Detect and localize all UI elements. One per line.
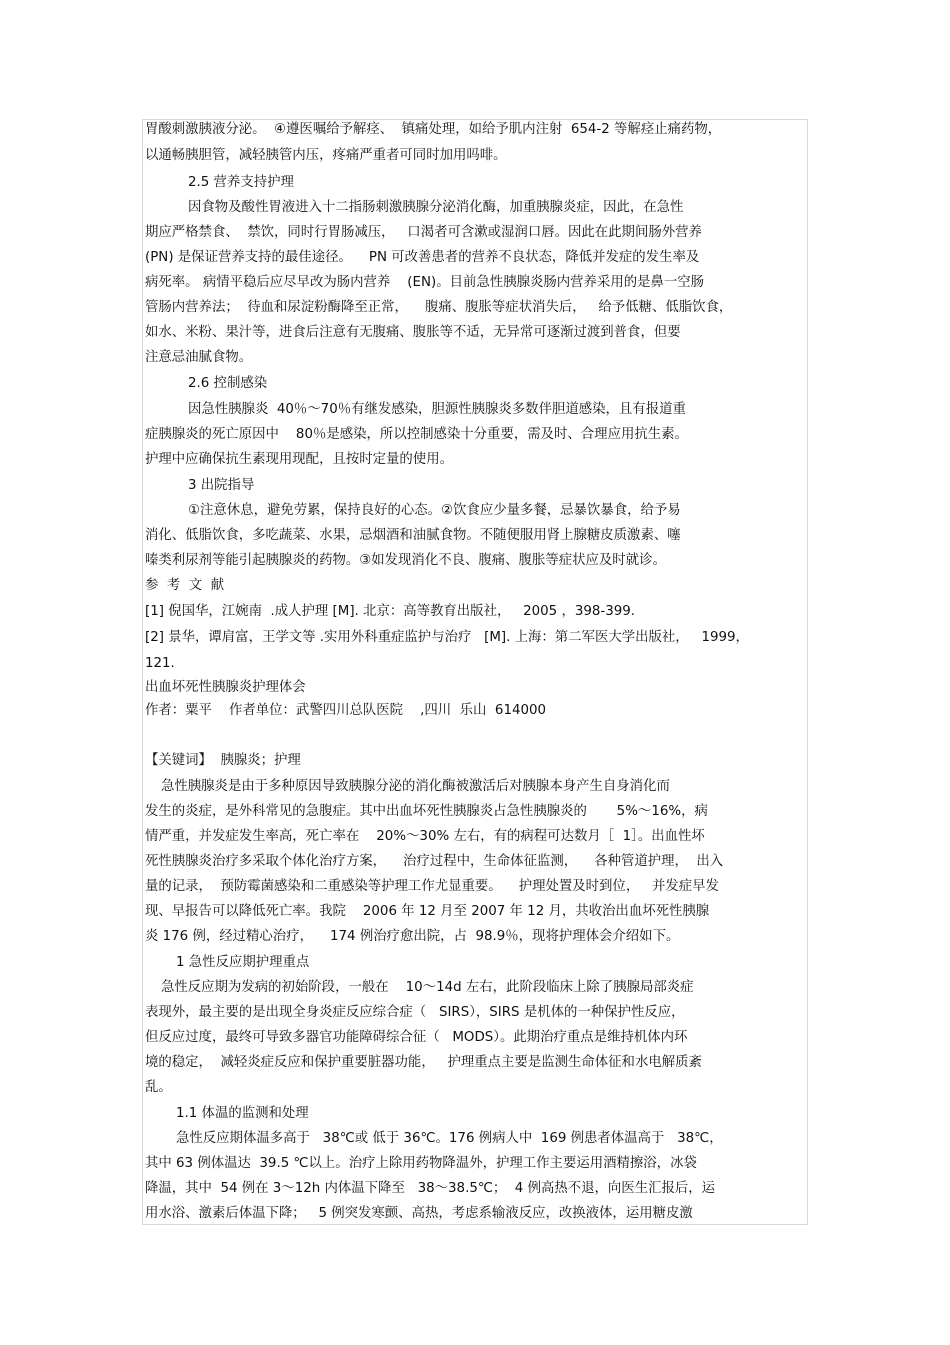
reference-item: 121. bbox=[145, 656, 175, 671]
text-line: 消化、低脂饮食，多吃蔬菜、水果，忌烟酒和油腻食物。不随便服用肾上腺糖皮质激素、噻 bbox=[145, 528, 681, 543]
text-line: 用水浴、激素后体温下降； 5 例突发寒颤、高热，考虑系输液反应，改换液体，运用糖皮激 bbox=[145, 1206, 693, 1221]
text-line: 如水、米粉、果汁等，进食后注意有无腹痛、腹胀等不适，无异常可逐渐过渡到普食，但要 bbox=[145, 325, 681, 340]
text-line: 发生的炎症，是外科常见的急腹症。其中出血坏死性胰腺炎占急性胰腺炎的 5%～16%，病 bbox=[145, 804, 708, 819]
text-line: 降温，其中 54 例在 3～12h 内体温下降至 38～38.5℃； 4 例高热不退，向医生汇报后，运 bbox=[145, 1181, 716, 1196]
text-line: 急性反应期体温多高于 38℃或 低于 36℃。176 例病人中 169 例患者体温高于 38℃， bbox=[176, 1131, 723, 1146]
article-title: 出血坏死性胰腺炎护理体会 bbox=[145, 680, 306, 695]
text-line: 以通畅胰胆管，减轻胰管内压，疼痛严重者可同时加用吗啡。 bbox=[145, 148, 507, 163]
text-line: (PN) 是保证营养支持的最佳途径。 PN 可改善患者的营养不良状态，降低并发症的发生率及 bbox=[145, 250, 700, 265]
text-line: 现、早报告可以降低死亡率。我院 2006 年 12 月至 2007 年 12 月，共收治出血坏死性胰腺 bbox=[145, 904, 710, 919]
reference-item: [1] 倪国华，江婉南 .成人护理 [M]. 北京：高等教育出版社， 2005 ，398-399. bbox=[145, 604, 636, 619]
text-line: 乱。 bbox=[145, 1080, 172, 1095]
text-line: 因急性胰腺炎 40％～70％有继发感染，胆源性胰腺炎多数伴胆道感染，且有报道重 bbox=[188, 402, 686, 417]
section-heading: 3 出院指导 bbox=[188, 478, 255, 493]
section-heading: 2.6 控制感染 bbox=[188, 376, 268, 391]
text-line: 死性胰腺炎治疗多采取个体化治疗方案， 治疗过程中，生命体征监测， 各种管道护理， 出入 bbox=[145, 854, 724, 869]
section-heading: 1 急性反应期护理重点 bbox=[176, 955, 310, 970]
text-line: 但反应过度，最终可导致多器官功能障碍综合征（ MODS）。此期治疗重点是维持机体内环 bbox=[145, 1030, 688, 1045]
text-line: 胃酸刺激胰液分泌。 ④遵医嘱给予解痉、 镇痛处理，如给予肌内注射 654-2 等解痉止痛药物， bbox=[145, 122, 722, 137]
text-line: 急性反应期为发病的初始阶段，一般在 10～14d 左右，此阶段临床上除了胰腺局部炎症 bbox=[161, 980, 694, 995]
text-line: 期应严格禁食、 禁饮，同时行胃肠减压， 口渴者可含漱或湿润口唇。因此在此期间肠外营养 bbox=[145, 225, 702, 240]
text-line: 其中 63 例体温达 39.5 ℃以上。治疗上除用药物降温外，护理工作主要运用酒精擦浴，冰袋 bbox=[145, 1156, 697, 1171]
text-line: 嗪类利尿剂等能引起胰腺炎的药物。③如发现消化不良、腹痛、腹胀等症状应及时就诊。 bbox=[145, 553, 666, 568]
text-line: 症胰腺炎的死亡原因中 80％是感染，所以控制感染十分重要，需及时、合理应用抗生素。 bbox=[145, 427, 688, 442]
text-line: 量的记录， 预防霉菌感染和二重感染等护理工作尤显重要。 护理处置及时到位， 并发症早发 bbox=[145, 879, 719, 894]
text-line: 情严重，并发症发生率高，死亡率在 20%～30% 左右，有的病程可达数月［ 1］。出血性坏 bbox=[145, 829, 705, 844]
text-line: 因食物及酸性胃液进入十二指肠刺激胰腺分泌消化酶，加重胰腺炎症，因此，在急性 bbox=[188, 200, 684, 215]
text-line: 管肠内营养法； 待血和尿淀粉酶降至正常， 腹痛、腹胀等症状消失后， 给予低糖、低脂饮食， bbox=[145, 300, 733, 315]
text-line: 急性胰腺炎是由于多种原因导致胰腺分泌的消化酶被激活后对胰腺本身产生自身消化而 bbox=[161, 779, 670, 794]
text-line: 护理中应确保抗生素现用现配，且按时定量的使用。 bbox=[145, 452, 453, 467]
text-line: 境的稳定， 减轻炎症反应和保护重要脏器功能， 护理重点主要是监测生命体征和水电解质紊 bbox=[145, 1055, 702, 1070]
keywords-line: 【关键词】 胰腺炎；护理 bbox=[145, 753, 301, 768]
text-line: 表现外，最主要的是出现全身炎症反应综合症（ SIRS），SIRS 是机体的一种保护性反应， bbox=[145, 1005, 685, 1020]
references-heading: 参 考 文 献 bbox=[145, 578, 225, 593]
section-heading: 1.1 体温的监测和处理 bbox=[176, 1106, 309, 1121]
author-line: 作者：粟平 作者单位：武警四川总队医院 ,四川 乐山 614000 bbox=[145, 703, 547, 718]
text-line: 注意忌油腻食物。 bbox=[145, 350, 253, 365]
text-line: 炎 176 例，经过精心治疗， 174 例治疗愈出院，占 98.9％，现将护理体会介绍如下。 bbox=[145, 929, 680, 944]
section-heading: 2.5 营养支持护理 bbox=[188, 175, 294, 190]
text-line: ①注意休息，避免劳累，保持良好的心态。②饮食应少量多餐，忌暴饮暴食，给予易 bbox=[188, 503, 681, 518]
text-line: 病死率。 病情平稳后应尽早改为肠内营养 (EN)。目前急性胰腺炎肠内营养采用的是鼻一空肠 bbox=[145, 275, 705, 290]
reference-item: [2] 景华，谭肩富，王学文等 .实用外科重症监护与治疗 [M]. 上海：第二军医大学出版社， 1999， bbox=[145, 630, 749, 645]
